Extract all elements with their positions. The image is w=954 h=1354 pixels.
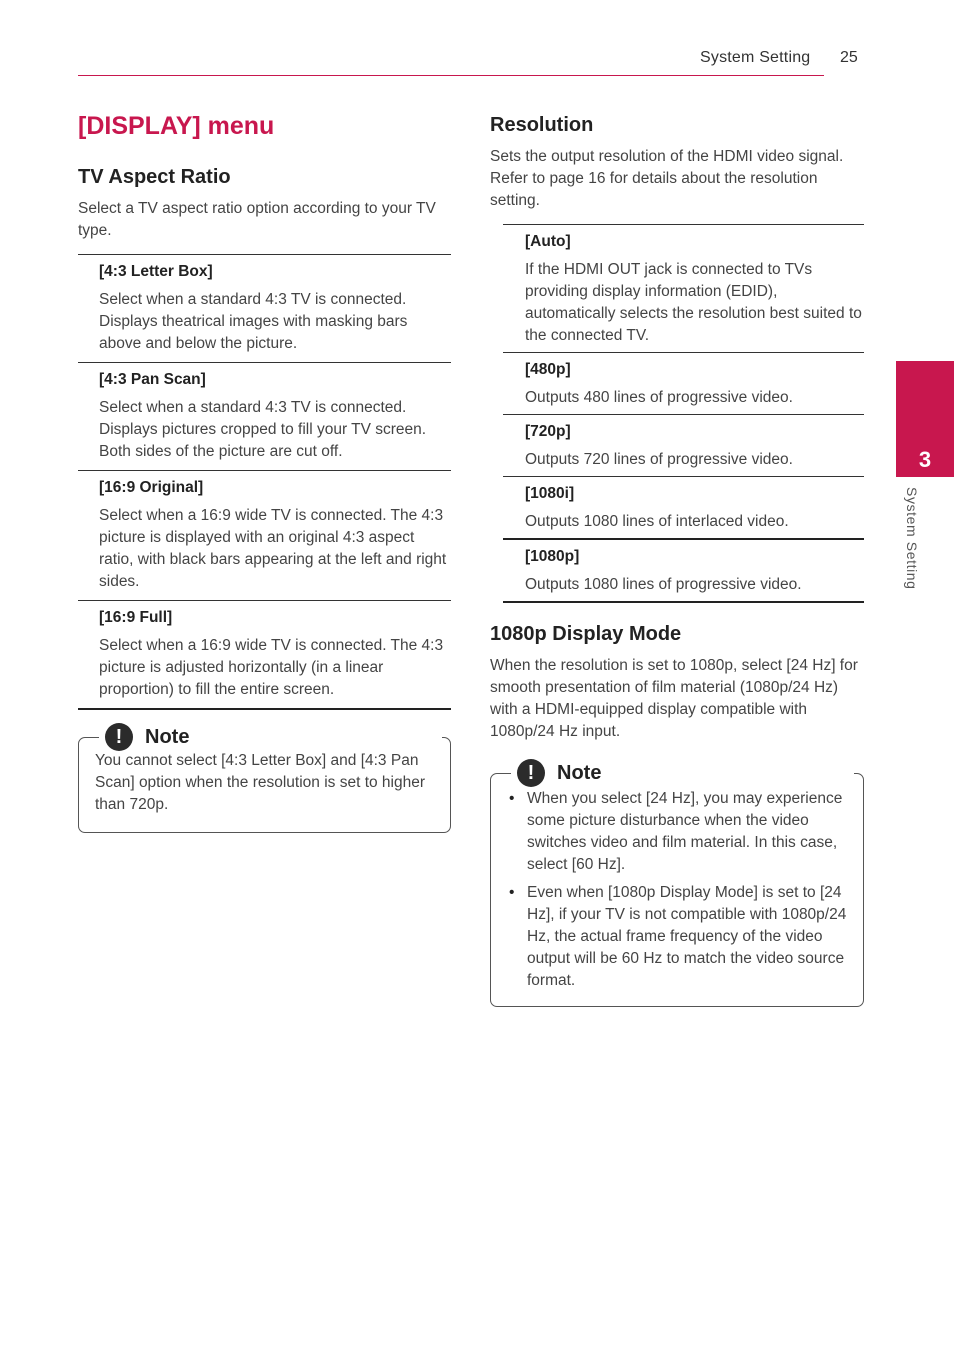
header-section-title: System Setting [700,49,811,66]
note-label: Note [557,761,602,784]
option-row [503,476,864,538]
option-label: [16:9 Full] [99,609,173,626]
right-column [490,112,864,1007]
option-description: Select when a standard 4:3 TV is connected. Displays theatrical images with masking bars above and below the picture. [99,291,408,352]
page-number: 25 [840,49,858,66]
tv-aspect-heading: TV Aspect Ratio [78,166,231,188]
option-label: [1080p] [525,548,580,565]
header-rule [78,75,824,76]
menu-title: [DISPLAY] menu [78,112,275,140]
note-label: Note [145,725,190,748]
option-description: Outputs 720 lines of progressive video. [525,451,793,468]
option-row [503,224,864,352]
option-description: Select when a 16:9 wide TV is connected. The 4:3 picture is displayed with an original 4:3 aspect ratio, with black bars appearing at the left and right sides. [99,507,447,590]
note-box [78,725,451,833]
note-text: You cannot select [4:3 Letter Box] and [4:3 Pan Scan] option when the resolution is set to higher than 720p. [95,752,426,813]
display-mode-heading: 1080p Display Mode [490,623,682,645]
exclamation-icon: ! [105,723,133,751]
tv-aspect-intro: Select a TV aspect ratio option according to your TV type. [78,200,436,239]
display-mode-text: When the resolution is set to 1080p, select [24 Hz] for smooth presentation of film material (1080p/24 Hz) with a HDMI-equipped display compatible with 1080p/24 Hz input. [490,657,858,740]
chapter-label: System Setting [904,487,920,590]
note-bullet: • When you select [24 Hz], you may experience some picture disturbance when the video switches video and film material. In this case, select [60 Hz]. [507,788,849,876]
note-box [490,761,864,1007]
option-row [78,254,451,362]
option-description: Outputs 1080 lines of interlaced video. [525,513,789,530]
option-description: Select when a standard 4:3 TV is connected. Displays pictures cropped to fill your TV screen. Both sides of the picture are cut off. [99,399,427,460]
resolution-intro: Sets the output resolution of the HDMI video signal. Refer to page 16 for details about the resolution setting. [490,148,844,209]
option-row [78,362,451,470]
option-label: [4:3 Letter Box] [99,263,213,280]
chapter-tab [896,361,954,477]
resolution-heading: Resolution [490,114,594,136]
option-row [78,470,451,600]
tv-aspect-options-table [78,254,451,710]
option-label: [720p] [525,423,571,440]
option-label: [1080i] [525,485,575,502]
option-row [503,538,864,601]
note-bullet-list [507,788,849,992]
option-label: [480p] [525,361,571,378]
note-bullet: • Even when [1080p Display Mode] is set to [24 Hz], if your TV is not compatible with 1080p/24 Hz, the actual frame frequency of the video output will be 60 Hz to match the video source format. [507,882,849,992]
option-row [503,352,864,414]
option-description: Outputs 1080 lines of progressive video. [525,576,802,593]
option-description: Outputs 480 lines of progressive video. [525,389,793,406]
option-description: If the HDMI OUT jack is connected to TVs providing display information (EDID), automatically selects the resolution best suited to the connected TV. [525,261,862,344]
option-description: Select when a 16:9 wide TV is connected. The 4:3 picture is adjusted horizontally (in a linear proportion) to fill the entire screen. [99,637,444,698]
chapter-number: 3 [918,447,932,472]
note-header [99,723,199,751]
note-header [511,759,611,787]
option-label: [4:3 Pan Scan] [99,371,206,388]
resolution-options-table [503,224,864,603]
exclamation-icon: ! [517,759,545,787]
option-row [78,600,451,708]
option-label: [16:9 Original] [99,479,204,496]
left-column [78,110,451,833]
option-label: [Auto] [525,233,571,250]
option-row [503,414,864,476]
